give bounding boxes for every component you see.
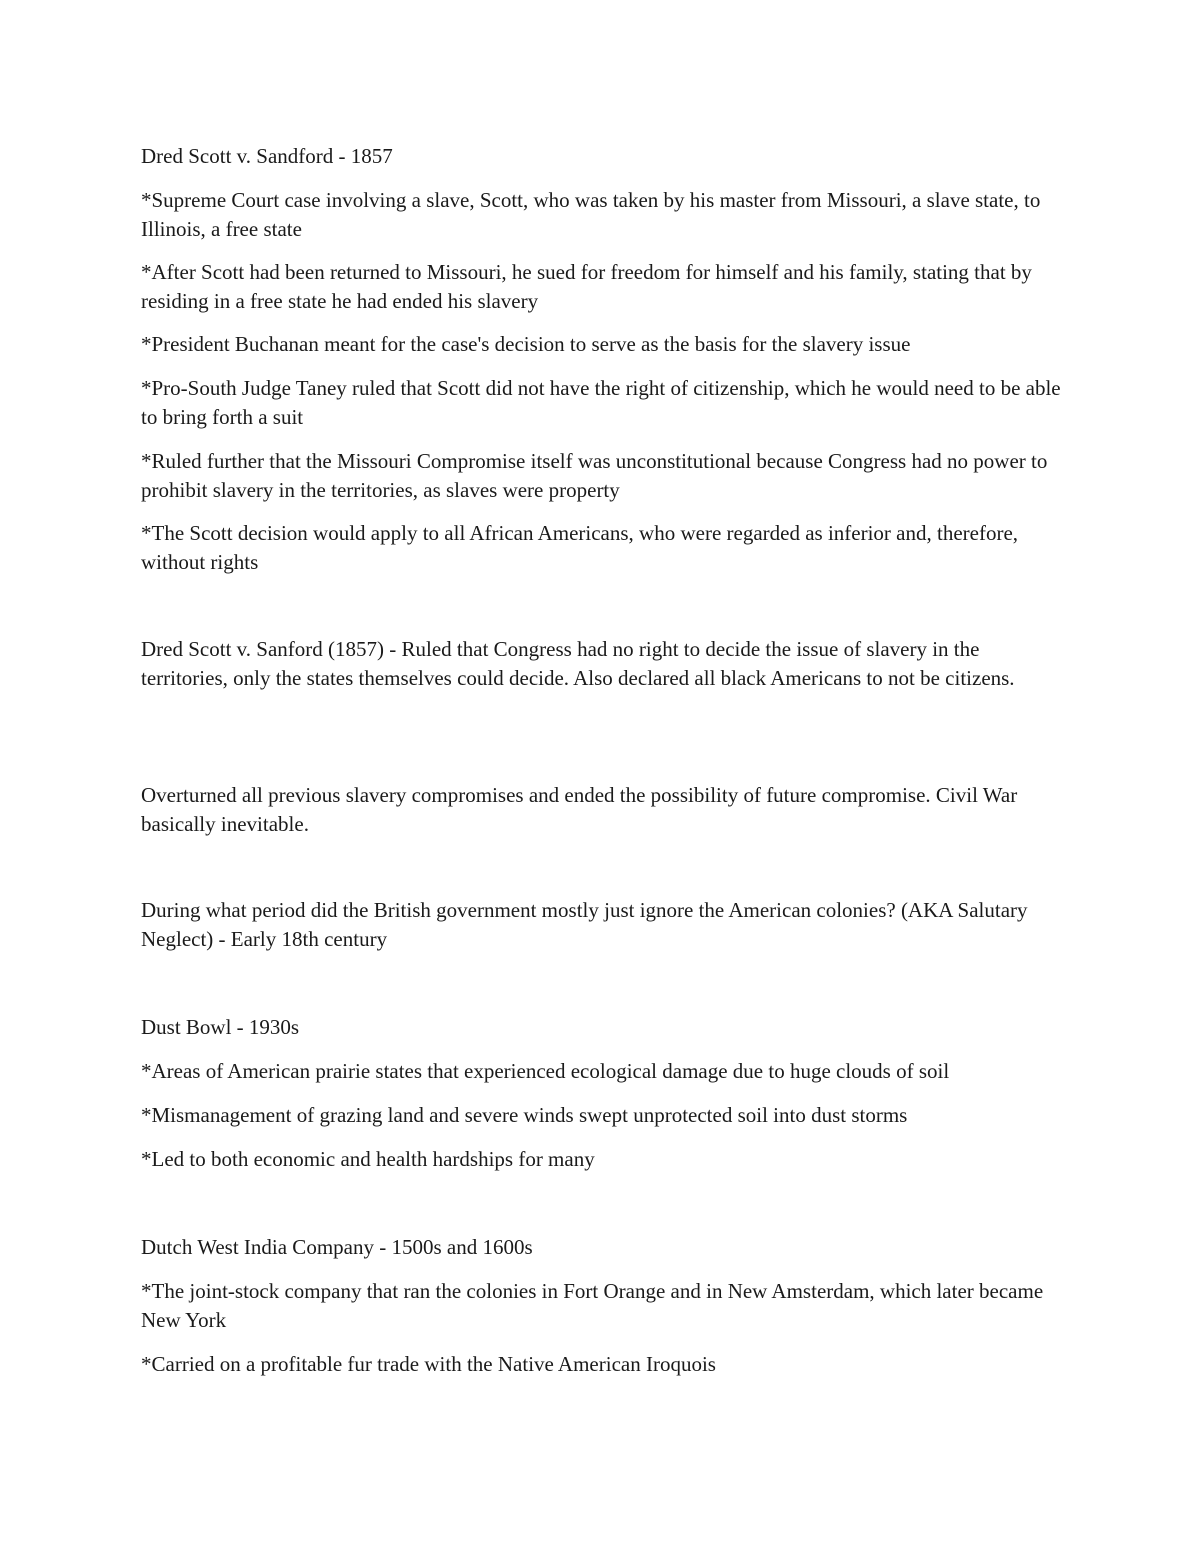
bullet-missouri-compromise: *Ruled further that the Missouri Compromise itself was unconstitutional because Congress had no power to prohibit slavery in the territories, as slaves were property bbox=[141, 449, 1048, 502]
paragraph-dred-scott-sanford-ruling: Dred Scott v. Sanford (1857) - Ruled that Congress had no right to decide the issue of slavery in the territories, only the states themselves could decide. Also declared all black Americans to not be citizens. bbox=[141, 637, 1015, 690]
bullet-sued-for-freedom: *After Scott had been returned to Missouri, he sued for freedom for himself and his family, stating that by residing in a free state he had ended his slavery bbox=[141, 260, 1032, 313]
bullet-fur-trade: *Carried on a profitable fur trade with the Native American Iroquois bbox=[141, 1352, 716, 1376]
bullet-supreme-court-case: *Supreme Court case involving a slave, Scott, who was taken by his master from Missouri, a slave state, to Illinois, a free state bbox=[141, 188, 1041, 241]
bullet-judge-taney: *Pro-South Judge Taney ruled that Scott did not have the right of citizenship, which he would need to be able to bring forth a suit bbox=[141, 376, 1061, 429]
heading-dutch-west-india: Dutch West India Company - 1500s and 1600s bbox=[141, 1235, 533, 1259]
bullet-president-buchanan: *President Buchanan meant for the case's decision to serve as the basis for the slavery issue bbox=[141, 332, 911, 356]
bullet-prairie-damage: *Areas of American prairie states that experienced ecological damage due to huge clouds of soil bbox=[141, 1059, 950, 1083]
paragraph-overturned-compromises: Overturned all previous slavery compromises and ended the possibility of future compromise. Civil War basically inevitable. bbox=[141, 783, 1018, 836]
bullet-mismanagement: *Mismanagement of grazing land and severe winds swept unprotected soil into dust storms bbox=[141, 1103, 908, 1127]
bullet-scott-decision: *The Scott decision would apply to all African Americans, who were regarded as inferior and, therefore, without rights bbox=[141, 521, 1019, 574]
heading-dred-scott-sandford: Dred Scott v. Sandford - 1857 bbox=[141, 144, 393, 168]
heading-dust-bowl: Dust Bowl - 1930s bbox=[141, 1015, 300, 1039]
bullet-joint-stock-company: *The joint-stock company that ran the colonies in Fort Orange and in New Amsterdam, which later became New York bbox=[141, 1279, 1044, 1332]
bullet-hardships: *Led to both economic and health hardships for many bbox=[141, 1147, 595, 1171]
paragraph-salutary-neglect: During what period did the British government mostly just ignore the American colonies? (AKA Salutary Neglect) - Early 18th century bbox=[141, 898, 1028, 951]
